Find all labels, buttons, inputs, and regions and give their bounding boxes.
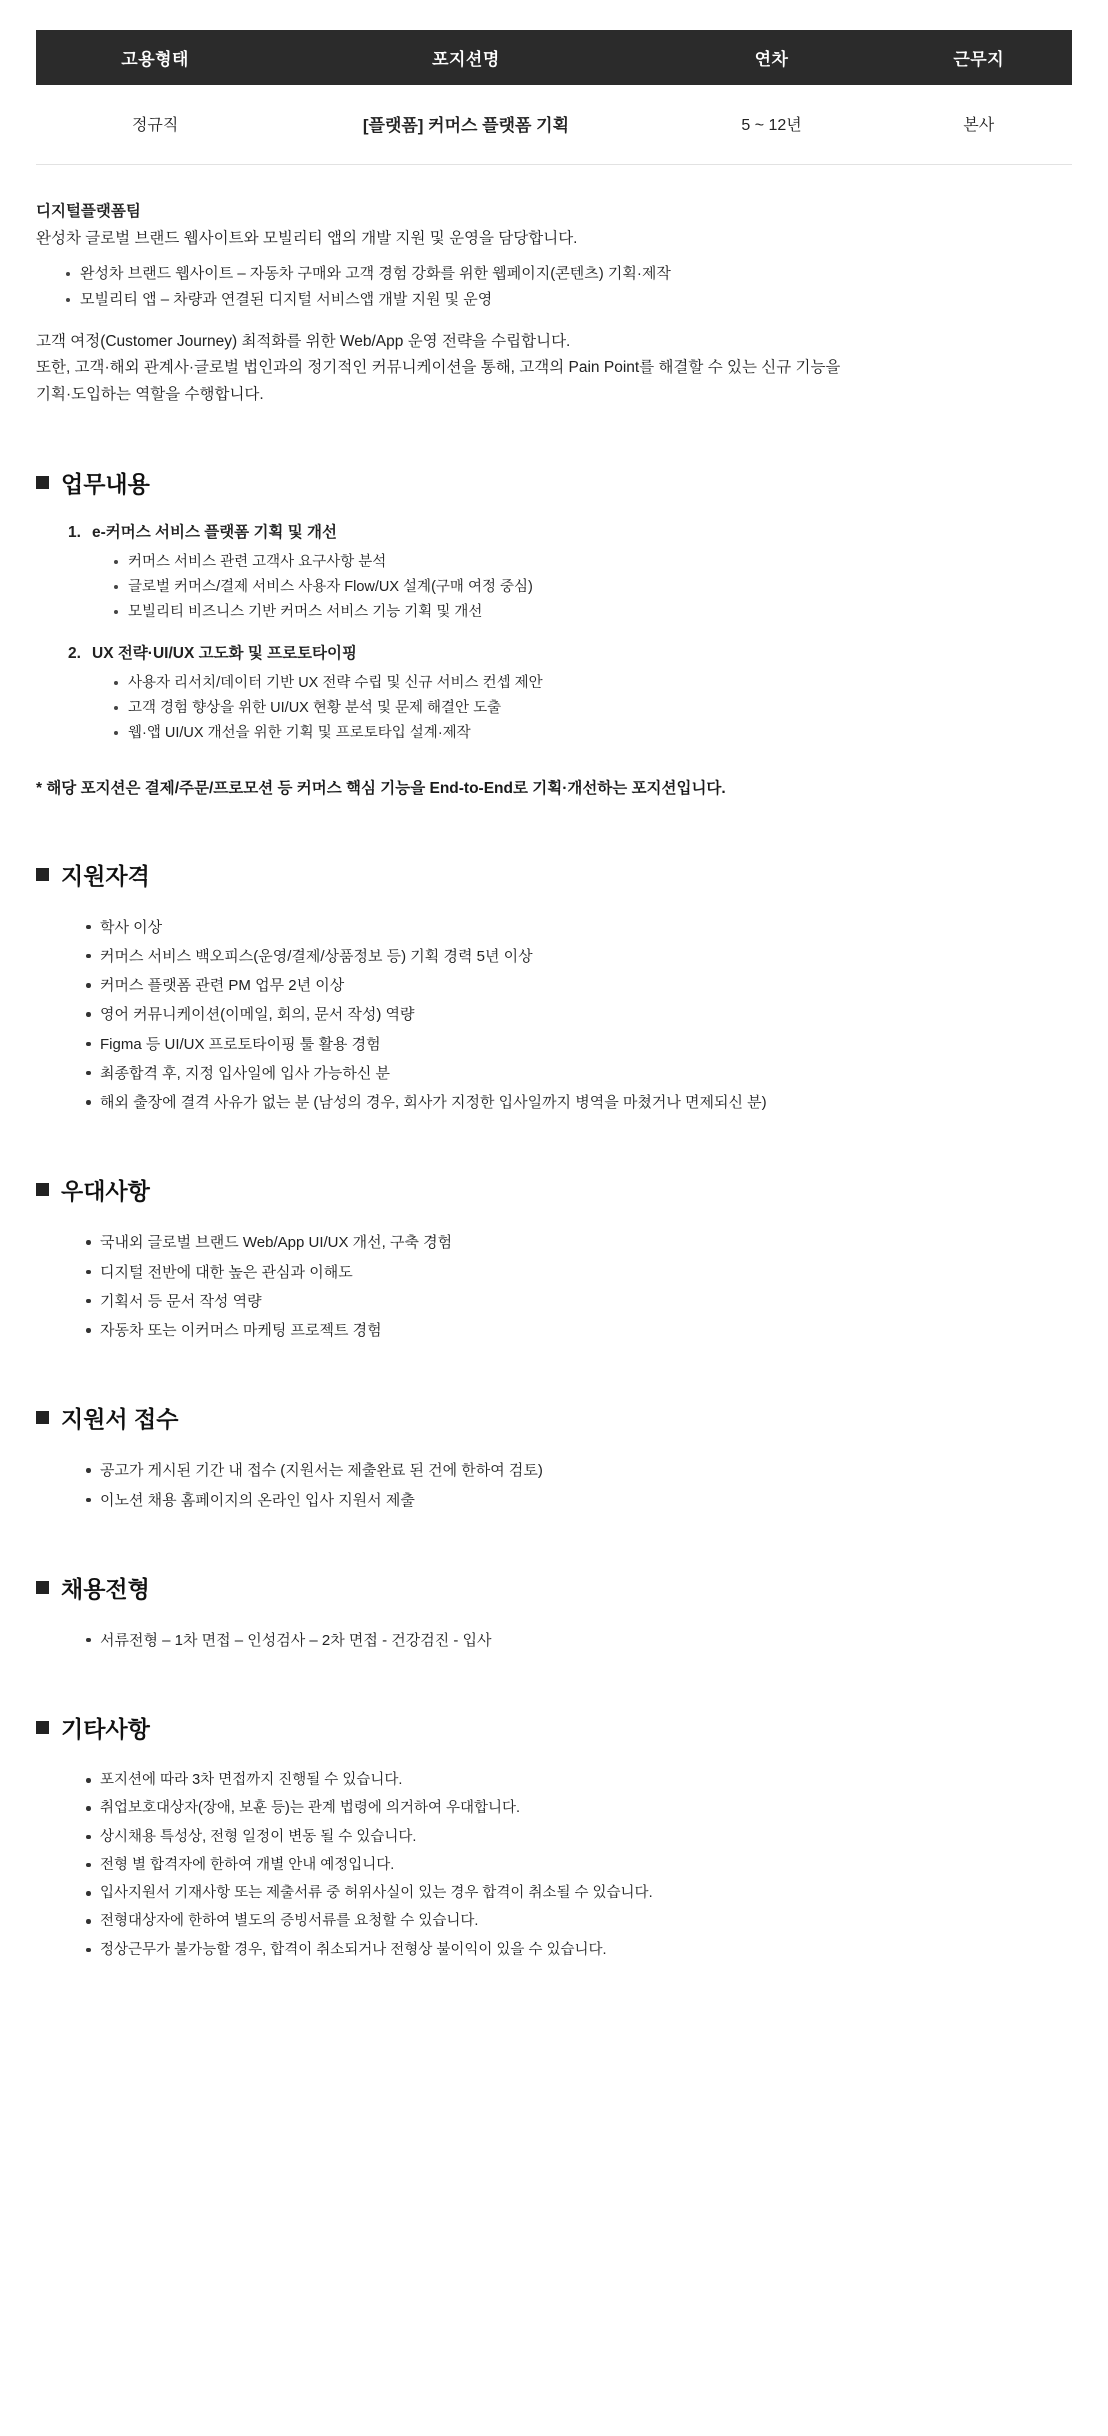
list-item: 자동차 또는 이커머스 마케팅 프로젝트 경험 (86, 1316, 1072, 1345)
cell-experience: 5 ~ 12년 (658, 85, 886, 165)
bottom-spacer (36, 1964, 1072, 2054)
list-item: 사용자 리서치/데이터 기반 UX 전략 수립 및 신규 서비스 컨셉 제안 (114, 671, 1072, 696)
list-item: 디지털 전반에 대한 높은 관심과 이해도 (86, 1258, 1072, 1287)
section-process (36, 1571, 1072, 1655)
list-item: 공고가 게시된 기간 내 접수 (지원서는 제출완료 된 건에 한하여 검토) (86, 1456, 1072, 1485)
list-item: 모빌리티 앱 – 차량과 연결된 디지털 서비스앱 개발 지원 및 운영 (66, 287, 1072, 313)
list-item: 커머스 서비스 백오피스(운영/결제/상품정보 등) 기획 경력 5년 이상 (86, 942, 1072, 971)
duties-note: * 해당 포지션은 결제/주문/프로모션 등 커머스 핵심 기능을 End-to-End로 기획·개선하는 포지션입니다. (36, 779, 726, 797)
list-item: 전형 별 합격자에 한하여 개별 안내 예정입니다. (86, 1851, 1072, 1879)
list-item: 해외 출장에 결격 사유가 없는 분 (남성의 경우, 회사가 지정한 입사일까지 병역을 마쳤거나 면제되신 분) (86, 1088, 1072, 1117)
list-item: 글로벌 커머스/결제 서비스 사용자 Flow/UX 설계(구매 여정 중심) (114, 575, 1072, 600)
column-header-employment-type: 고용형태 (36, 30, 274, 85)
list-item: 모빌리티 비즈니스 기반 커머스 서비스 기능 기획 및 개선 (114, 600, 1072, 625)
position-summary (36, 30, 1072, 165)
summary-table (36, 30, 1072, 165)
section-application (36, 1401, 1072, 1515)
column-header-experience: 연차 (658, 30, 886, 85)
team-intro-block (36, 199, 1072, 408)
list-item: 서류전형 – 1차 면접 – 인성검사 – 2차 면접 - 건강검진 - 입사 (86, 1626, 1072, 1655)
cell-employment-type: 정규직 (36, 85, 274, 165)
section-title-duties (36, 466, 1072, 499)
square-bullet-icon (36, 868, 49, 881)
team-name: 디지털플랫폼팀 (36, 203, 141, 220)
list-item: 고객 경험 향상을 위한 UI/UX 현황 분석 및 문제 해결안 도출 (114, 696, 1072, 721)
square-bullet-icon (36, 1721, 49, 1734)
job-posting-content (36, 165, 1072, 2054)
list-item: 입사지원서 기재사항 또는 제출서류 중 허위사실이 있는 경우 합격이 취소될 수 있습니다. (86, 1879, 1072, 1907)
intro-paragraph-3: 기획·도입하는 역할을 수행합니다. (36, 386, 264, 404)
list-item (92, 521, 1072, 626)
column-header-location: 근무지 (886, 30, 1073, 85)
table-header-row (36, 30, 1072, 85)
section-qualifications (36, 858, 1072, 1118)
list-item: 최종합격 후, 지정 입사일에 입사 가능하신 분 (86, 1059, 1072, 1088)
list-item: Figma 등 UI/UX 프로토타이핑 툴 활용 경험 (86, 1030, 1072, 1059)
section-title-text: 우대사항 (61, 1178, 150, 1205)
job-posting-page (0, 30, 1108, 2436)
square-bullet-icon (36, 1581, 49, 1594)
process-list (36, 1626, 1072, 1655)
duty-heading: e-커머스 서비스 플랫폼 기획 및 개선 (92, 523, 337, 541)
duties-list (36, 521, 1072, 747)
section-title-text: 지원자격 (61, 862, 150, 889)
section-duties (36, 466, 1072, 802)
section-etc (36, 1711, 1072, 1964)
section-title-etc (36, 1711, 1072, 1744)
section-title-process (36, 1571, 1072, 1604)
intro-paragraph-1: 고객 여정(Customer Journey) 최적화를 위한 Web/App 운영 전략을 수립합니다. (36, 332, 571, 350)
list-item: 포지션에 따라 3차 면접까지 진행될 수 있습니다. (86, 1766, 1072, 1794)
summary-table-body (36, 85, 1072, 165)
list-item: 학사 이상 (86, 913, 1072, 942)
list-item: 웹·앱 UI/UX 개선을 위한 기획 및 프로토타입 설계·제작 (114, 721, 1072, 746)
list-item: 상시채용 특성상, 전형 일정이 변동 될 수 있습니다. (86, 1823, 1072, 1851)
etc-list (36, 1766, 1072, 1964)
qualifications-list (36, 913, 1072, 1118)
square-bullet-icon (36, 476, 49, 489)
list-item: 영어 커뮤니케이션(이메일, 회의, 문서 작성) 역량 (86, 1000, 1072, 1029)
list-item: 커머스 서비스 관련 고객사 요구사항 분석 (114, 550, 1072, 575)
section-title-preferred (36, 1173, 1072, 1206)
intro-paragraph-2: 또한, 고객·해외 관계사·글로벌 법인과의 정기적인 커뮤니케이션을 통해, 고객의 Pain Point를 해결할 수 있는 신규 기능을 (36, 359, 841, 377)
section-title-text: 기타사항 (61, 1716, 150, 1743)
preferred-list (36, 1228, 1072, 1345)
summary-table-head (36, 30, 1072, 85)
cell-position-name: [플랫폼] 커머스 플랫폼 기획 (274, 85, 657, 165)
square-bullet-icon (36, 1183, 49, 1196)
square-bullet-icon (36, 1411, 49, 1424)
team-summary: 완성차 글로벌 브랜드 웹사이트와 모빌리티 앱의 개발 지원 및 운영을 담당합니다. (36, 230, 578, 247)
application-list (36, 1456, 1072, 1515)
list-item (92, 642, 1072, 747)
section-preferred (36, 1173, 1072, 1345)
section-title-text: 지원서 접수 (61, 1406, 179, 1433)
list-item: 정상근무가 불가능할 경우, 합격이 취소되거나 전형상 불이익이 있을 수 있습니다. (86, 1936, 1072, 1964)
table-row (36, 85, 1072, 165)
list-item: 완성차 브랜드 웹사이트 – 자동차 구매와 고객 경험 강화를 위한 웹페이지(콘텐츠) 기획·제작 (66, 261, 1072, 287)
duty-sub-list (92, 671, 1072, 747)
section-title-text: 채용전형 (61, 1575, 150, 1602)
column-header-position-name: 포지션명 (274, 30, 657, 85)
list-item: 기획서 등 문서 작성 역량 (86, 1287, 1072, 1316)
team-service-list (36, 261, 1072, 314)
list-item: 전형대상자에 한하여 별도의 증빙서류를 요청할 수 있습니다. (86, 1907, 1072, 1935)
section-title-text: 업무내용 (61, 470, 150, 497)
cell-location: 본사 (886, 85, 1073, 165)
duty-sub-list (92, 550, 1072, 626)
list-item: 국내외 글로벌 브랜드 Web/App UI/UX 개선, 구축 경험 (86, 1228, 1072, 1257)
section-title-application (36, 1401, 1072, 1434)
list-item: 이노션 채용 홈페이지의 온라인 입사 지원서 제출 (86, 1486, 1072, 1515)
list-item: 커머스 플랫폼 관련 PM 업무 2년 이상 (86, 971, 1072, 1000)
duty-heading: UX 전략·UI/UX 고도화 및 프로토타이핑 (92, 644, 357, 662)
section-title-qualifications (36, 858, 1072, 891)
list-item: 취업보호대상자(장애, 보훈 등)는 관계 법령에 의거하여 우대합니다. (86, 1794, 1072, 1822)
